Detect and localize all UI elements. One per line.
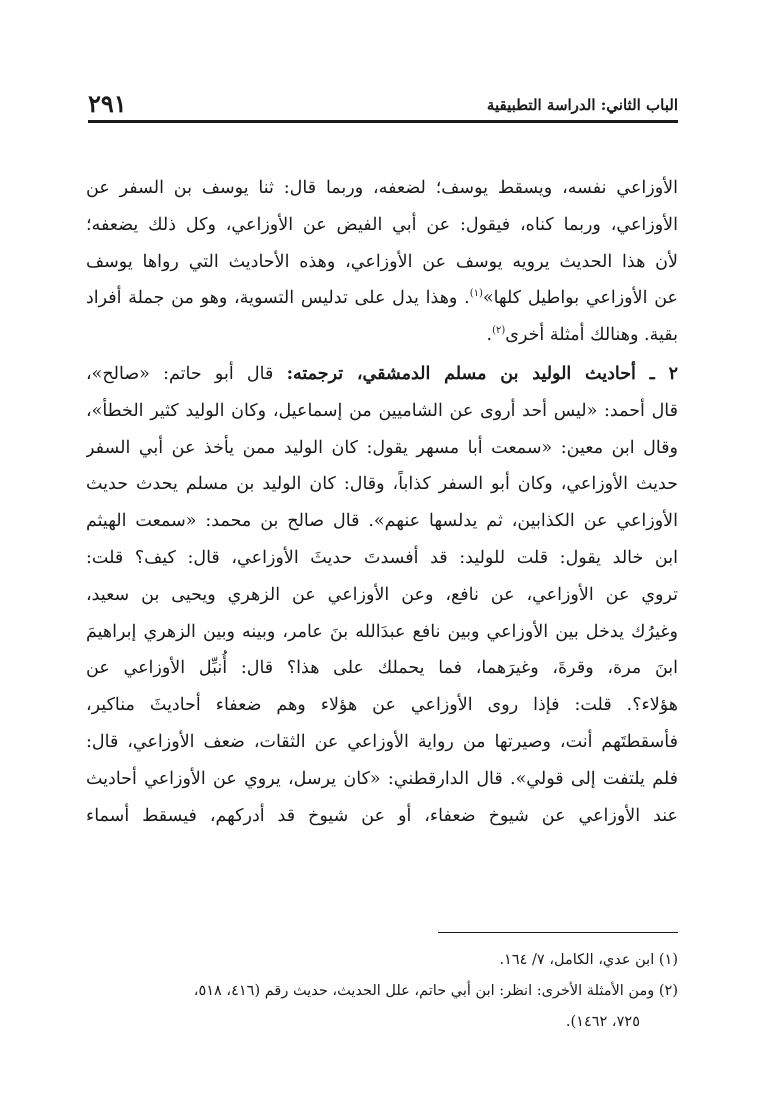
text-line: قال أحمد: «ليس أحد أروى عن الشاميين من إسماعيل، وكان الوليد كثير الخطأ»، [86,400,678,421]
footnote-ref-2: (٢) [492,325,506,337]
footnote-ref-1: (١) [469,288,483,300]
paragraph-1 [86,170,678,354]
footnote-2-continuation: ٧٢٥، ١٤٦٢). [565,1014,640,1030]
page-number: ٢٩١ [88,89,127,118]
section-heading: ٢ ـ أحاديث الوليد بن مسلم الدمشقي، ترجمته: [286,363,678,384]
text-line: عن الأوزاعي بواطيل كلها»$^{(١)}$. وهذا يدل على تدليس التسوية، وهو من جملة أفراد [86,288,678,309]
text-line: عند الأوزاعي عن شيوخ ضعفاء، أو عن شيوخ قد أدركهم، فيسقط أسماء [86,805,678,826]
running-head: الباب الثاني: الدراسة التطبيقية [486,96,678,114]
footnote-2: (٢) ومن الأمثلة الأخرى: انظر: ابن أبي حاتم، علل الحديث، حديث رقم (٤١٦، ٥١٨، [193,983,678,999]
text-line: وقال ابن معين: «سمعت أبا مسهر يقول: كان الوليد ممن يأخذ عن أبي السفر [86,437,678,458]
text-line: الأوزاعي، وربما كناه، فيقول: عن أبي الفيض عن الأوزاعي، وكل ذلك يضعفه؛ [86,214,678,235]
text-line: لأن هذا الحديث يرويه يوسف عن الأوزاعي، وهذه الأحاديث التي رواها يوسف [86,251,678,272]
text-line: ابنَ مرة، وقرةَ، وغيرَهما، فما يحملك على هذا؟ قال: أُنبِّل الأوزاعي عن [86,658,678,679]
text-line: الأوزاعي نفسه، ويسقط يوسف؛ لضعفه، وربما قال: ثنا يوسف بن السفر عن [86,178,678,198]
footnote-rule [438,932,678,933]
text-line: ٢ ـ أحاديث الوليد بن مسلم الدمشقي، ترجمته: قال أبو حاتم: «صالح»، [86,363,678,384]
text-line: فأسقطتَهم أنت، وصيرتها من رواية الأوزاعي عن الثقات، ضعف الأوزاعي، قال: [86,731,678,752]
text-line: بقية. وهنالك أمثلة أخرى$^{(٢)}$. [486,325,678,346]
text-line: حديث الأوزاعي، وكان أبو السفر كذاباً، وقال: كان الوليد بن مسلم يحدث حديث [86,474,678,495]
header-rule [88,120,678,123]
text-line: ابن خالد يقول: قلت للوليد: قد أفسدتَ حديثَ الأوزاعي، قال: كيف؟ قلت: [86,547,678,568]
text-line: تروي عن الأوزاعي، عن نافع، وعن الأوزاعي عن الزهري ويحيى بن سعيد، [86,584,678,605]
paragraph-2 [86,356,678,834]
text-line: فلم يلتفت إلى قولي». قال الدارقطني: «كان يرسل، يروي عن الأوزاعي أحاديث [86,768,678,789]
footnotes [86,945,678,1038]
footnote-1: (١) ابن عدي، الكامل، ٧/ ١٦٤. [499,952,678,968]
page-header [88,82,678,120]
text-line: هؤلاء؟. قلت: فإذا روى الأوزاعي عن هؤلاء وهم ضعفاء أحاديثَ مناكير، [86,695,678,716]
text-line: الأوزاعي عن الكذابين، ثم يدلسها عنهم». قال صالح بن محمد: «سمعت الهيثم [86,511,678,532]
text-line: وغيرُك يدخل بين الأوزاعي وبين نافع عبدَالله بنَ عامر، وبينه وبين الزهري إبراهيمَ [86,621,678,642]
main-text [86,170,678,834]
